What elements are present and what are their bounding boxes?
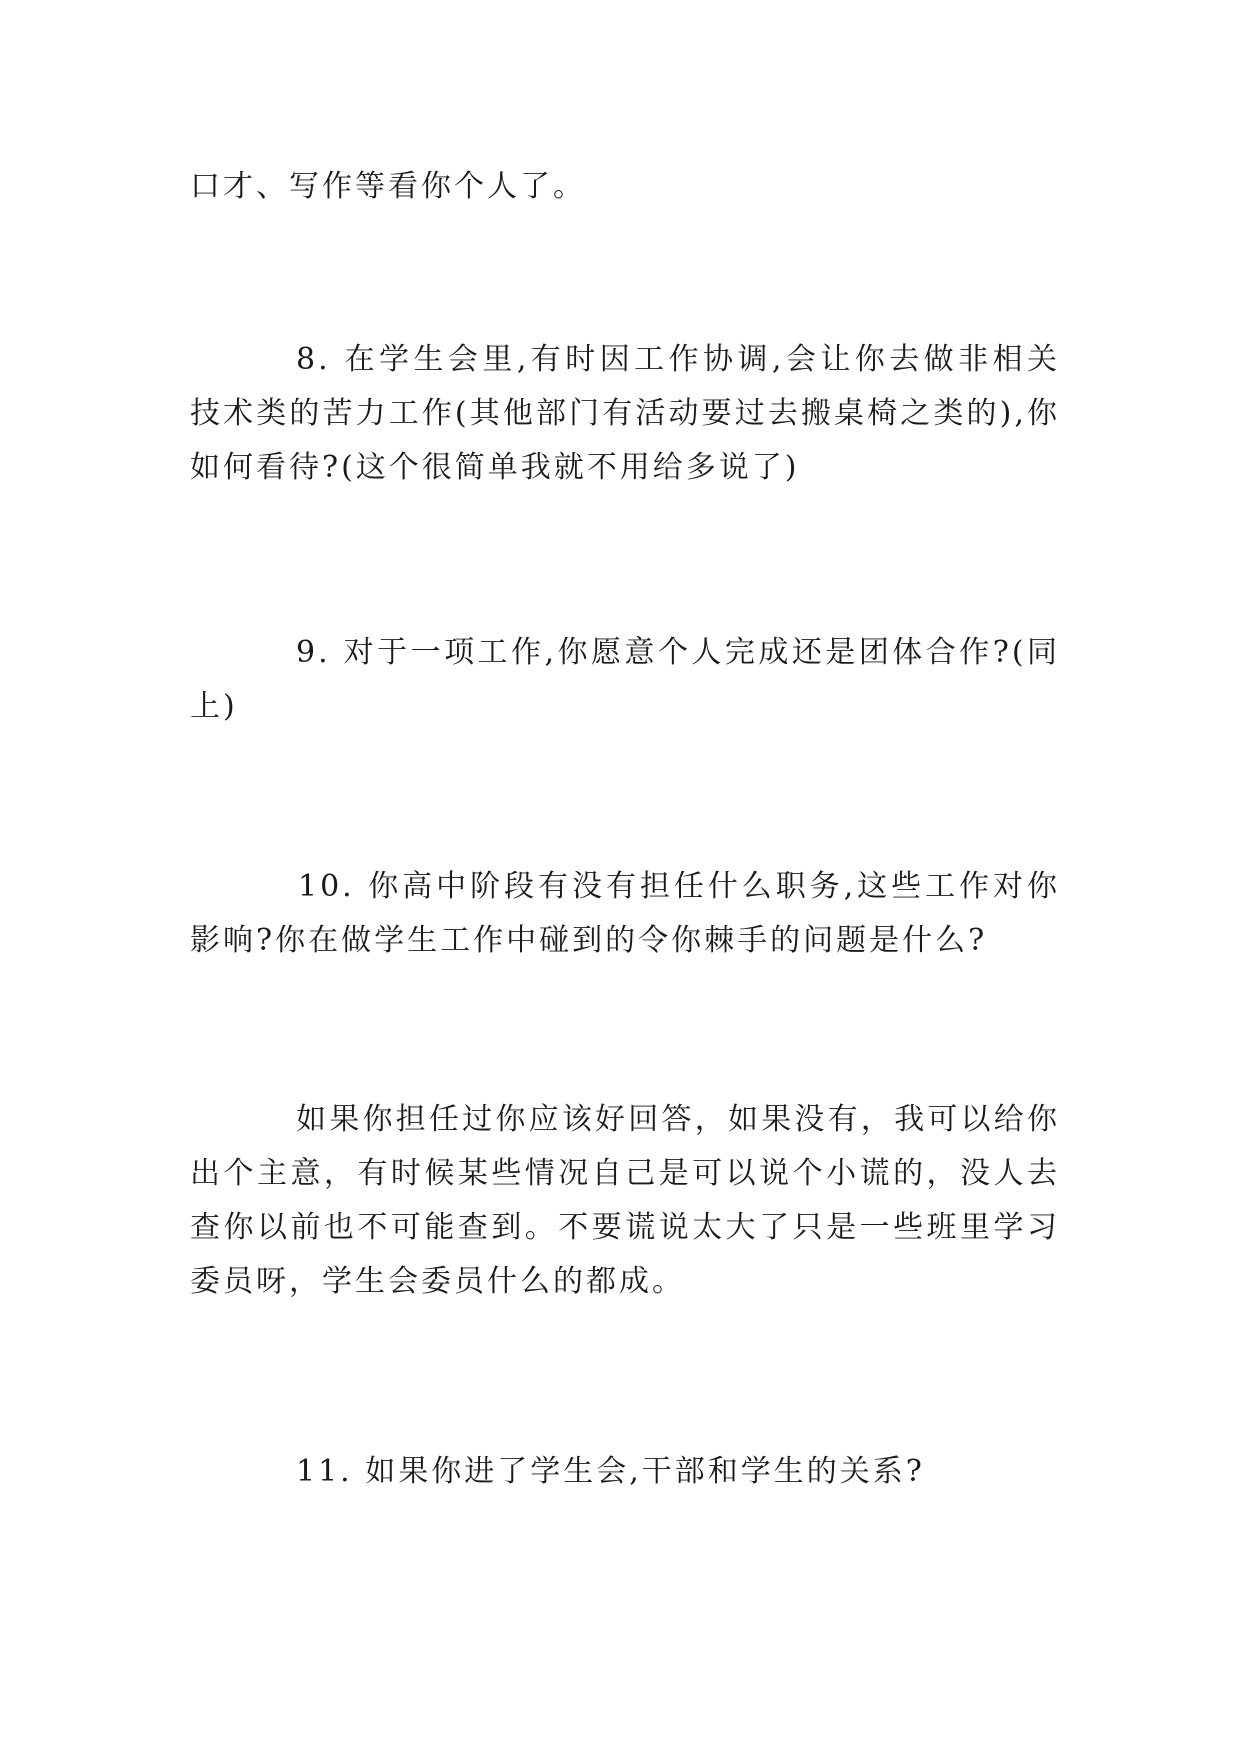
question-10: 10. 你高中阶段有没有担任什么职务,这些工作对你影响?你在做学生工作中碰到的令你棘手的问题是什么? — [190, 869, 1060, 958]
question-9: 9. 对于一项工作,你愿意个人完成还是团体合作?(同上) — [190, 635, 1060, 724]
paragraph-continuation: 口才、写作等看你个人了。 — [190, 169, 586, 204]
answer-tip-paragraph: 如果你担任过你应该好回答，如果没有，我可以给你出个主意，有时候某些情况自己是可以说个小谎的，没人去查你以前也不可能查到。不要谎说太大了只是一些班里学习委员呀，学生会委员什么的都成。 — [190, 1102, 1060, 1299]
question-11: 11. 如果你进了学生会,干部和学生的关系? — [296, 1454, 925, 1489]
question-8: 8. 在学生会里,有时因工作协调,会让你去做非相关技术类的苦力工作(其他部门有活动要过去搬桌椅之类的),你如何看待?(这个很简单我就不用给多说了) — [190, 342, 1060, 485]
